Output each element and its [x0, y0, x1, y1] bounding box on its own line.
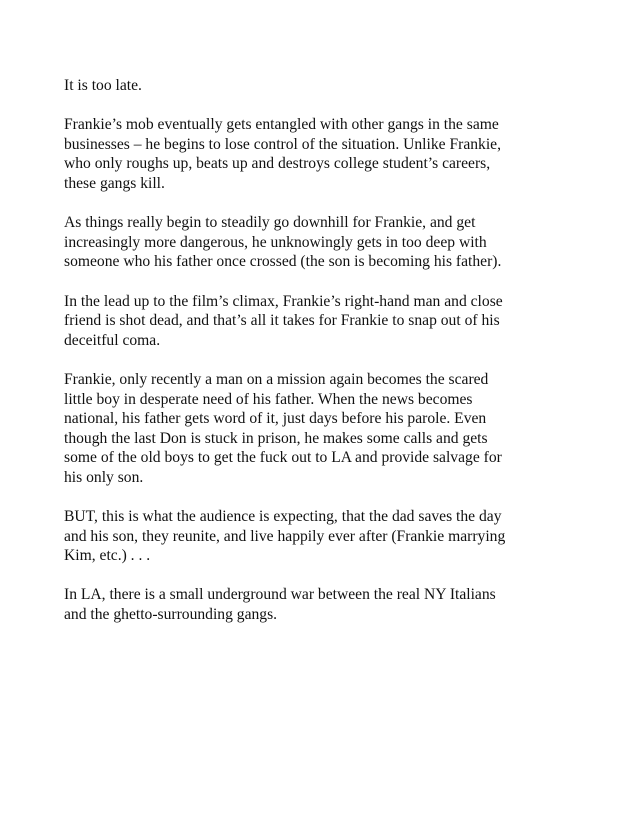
- text-line: national, his father gets word of it, just days before his parole. Even: [64, 410, 487, 428]
- text-line: these gangs kill.: [64, 174, 165, 192]
- text-line: though the last Don is stuck in prison, he makes some calls and gets: [64, 429, 488, 447]
- text-line: friend is shot dead, and that’s all it takes for Frankie to snap out of his: [64, 312, 500, 330]
- text-line: deceitful coma.: [64, 331, 161, 349]
- text-line: his only son.: [64, 468, 144, 486]
- paragraph: [64, 370, 584, 488]
- text-line: Frankie, only recently a man on a mission again becomes the scared: [64, 370, 489, 388]
- paragraph: [64, 76, 584, 96]
- text-line: and the ghetto-surrounding gangs.: [64, 606, 278, 624]
- text-line: In LA, there is a small underground war between the real NY Italians: [64, 586, 496, 604]
- text-line: and his son, they reunite, and live happily ever after (Frankie marrying: [64, 527, 506, 545]
- paragraph: [64, 213, 584, 272]
- text-line: increasingly more dangerous, he unknowingly gets in too deep with: [64, 233, 487, 251]
- text-line: someone who his father once crossed (the son is becoming his father).: [64, 253, 502, 271]
- paragraph: [64, 292, 584, 351]
- paragraph: [64, 585, 584, 624]
- paragraph: [64, 115, 584, 193]
- text-line: BUT, this is what the audience is expecting, that the dad saves the day: [64, 508, 502, 526]
- text-line: It is too late.: [64, 77, 142, 94]
- paragraph: [64, 507, 584, 566]
- text-line: some of the old boys to get the fuck out to LA and provide salvage for: [64, 449, 502, 467]
- text-line: Kim, etc.) . . .: [64, 547, 151, 565]
- text-line: little boy in desperate need of his father. When the news becomes: [64, 390, 473, 408]
- text-line: Frankie’s mob eventually gets entangled with other gangs in the same: [64, 116, 499, 134]
- document-body: [64, 76, 584, 644]
- text-line: As things really begin to steadily go downhill for Frankie, and get: [64, 214, 476, 232]
- text-line: In the lead up to the film’s climax, Frankie’s right-hand man and close: [64, 292, 503, 310]
- text-line: who only roughs up, beats up and destroys college student’s careers,: [64, 155, 491, 173]
- text-line: businesses – he begins to lose control of the situation. Unlike Frankie,: [64, 135, 501, 153]
